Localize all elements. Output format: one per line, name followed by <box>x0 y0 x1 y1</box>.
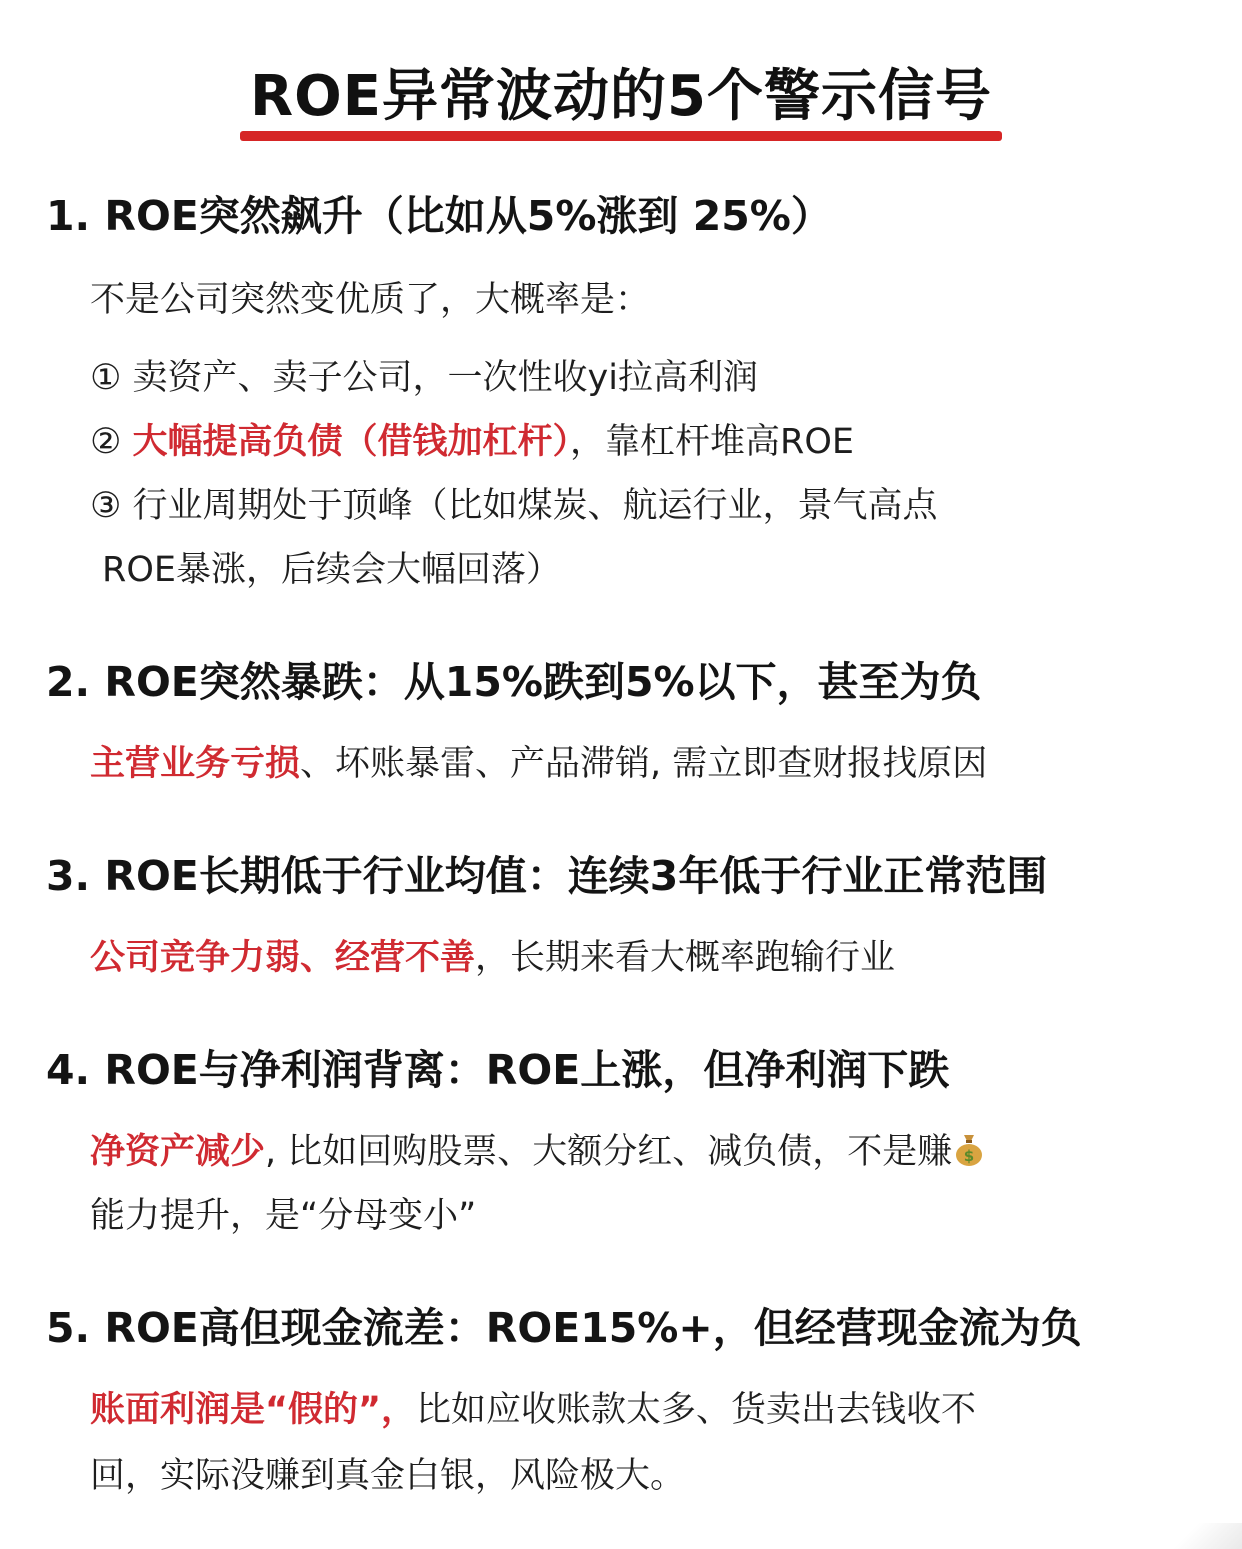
section-1-intro: 不是公司突然变优质了，大概率是： <box>90 280 651 320</box>
section-5-heading: 5. ROE高但现金流差：ROE15%+，但经营现金流为负 <box>46 1304 1082 1352</box>
section-5-highlight: 账面利润是“假的”， <box>90 1390 417 1430</box>
section-4-body <box>90 1128 984 1176</box>
money-bag-icon <box>954 1132 984 1166</box>
section-5-body-line-2: 回，实际没赚到真金白银，风险极大。 <box>90 1456 686 1496</box>
section-2-body <box>90 740 987 788</box>
section-2-heading: 2. ROE突然暴跌：从15%跌到5%以下，甚至为负 <box>46 658 982 706</box>
section-3-highlight: 公司竞争力弱、经营不善 <box>90 938 476 978</box>
section-3-body <box>90 934 895 982</box>
section-4-rest: , 比如回购股票、大额分红、减负债，不是赚 <box>265 1132 953 1172</box>
item-2-rest: ，靠杠杆堆高ROE <box>570 422 855 462</box>
section-2-highlight: 主营业务亏损 <box>90 744 301 784</box>
item-2-prefix: ② <box>90 422 133 462</box>
section-1-item-3-line-2: ROE暴涨，后续会大幅回落） <box>102 550 561 590</box>
section-3-heading: 3. ROE长期低于行业均值：连续3年低于行业正常范围 <box>46 852 1048 900</box>
page-corner-shadow <box>1152 1523 1242 1549</box>
section-3-rest: ，长期来看大概率跑输行业 <box>475 938 896 978</box>
section-2-rest: 、坏账暴雷、产品滞销, 需立即查财报找原因 <box>300 744 988 784</box>
page-title: ROE异常波动的5个警示信号 <box>250 64 992 129</box>
item-2-highlight: 大幅提高负债（借钱加杠杆） <box>132 422 571 462</box>
section-4-heading: 4. ROE与净利润背离：ROE上涨，但净利润下跌 <box>46 1046 950 1094</box>
section-1-item-2 <box>90 418 854 466</box>
section-4-body-line-2: 能力提升，是“分母变小” <box>90 1196 477 1236</box>
title-container <box>0 62 1242 132</box>
title-underline <box>240 131 1002 141</box>
section-1-heading: 1. ROE突然飙升（比如从5%涨到 25%） <box>46 192 832 240</box>
section-4-highlight: 净资产减少 <box>90 1132 266 1172</box>
svg-text:$: $ <box>964 1147 975 1165</box>
section-5-body <box>90 1386 976 1434</box>
section-1-item-1: ① 卖资产、卖子公司，一次性收yi拉高利润 <box>90 358 758 398</box>
section-1-item-3-line-1: ③ 行业周期处于顶峰（比如煤炭、航运行业，景气高点 <box>90 486 938 526</box>
section-5-rest: 比如应收账款太多、货卖出去钱收不 <box>416 1390 977 1430</box>
